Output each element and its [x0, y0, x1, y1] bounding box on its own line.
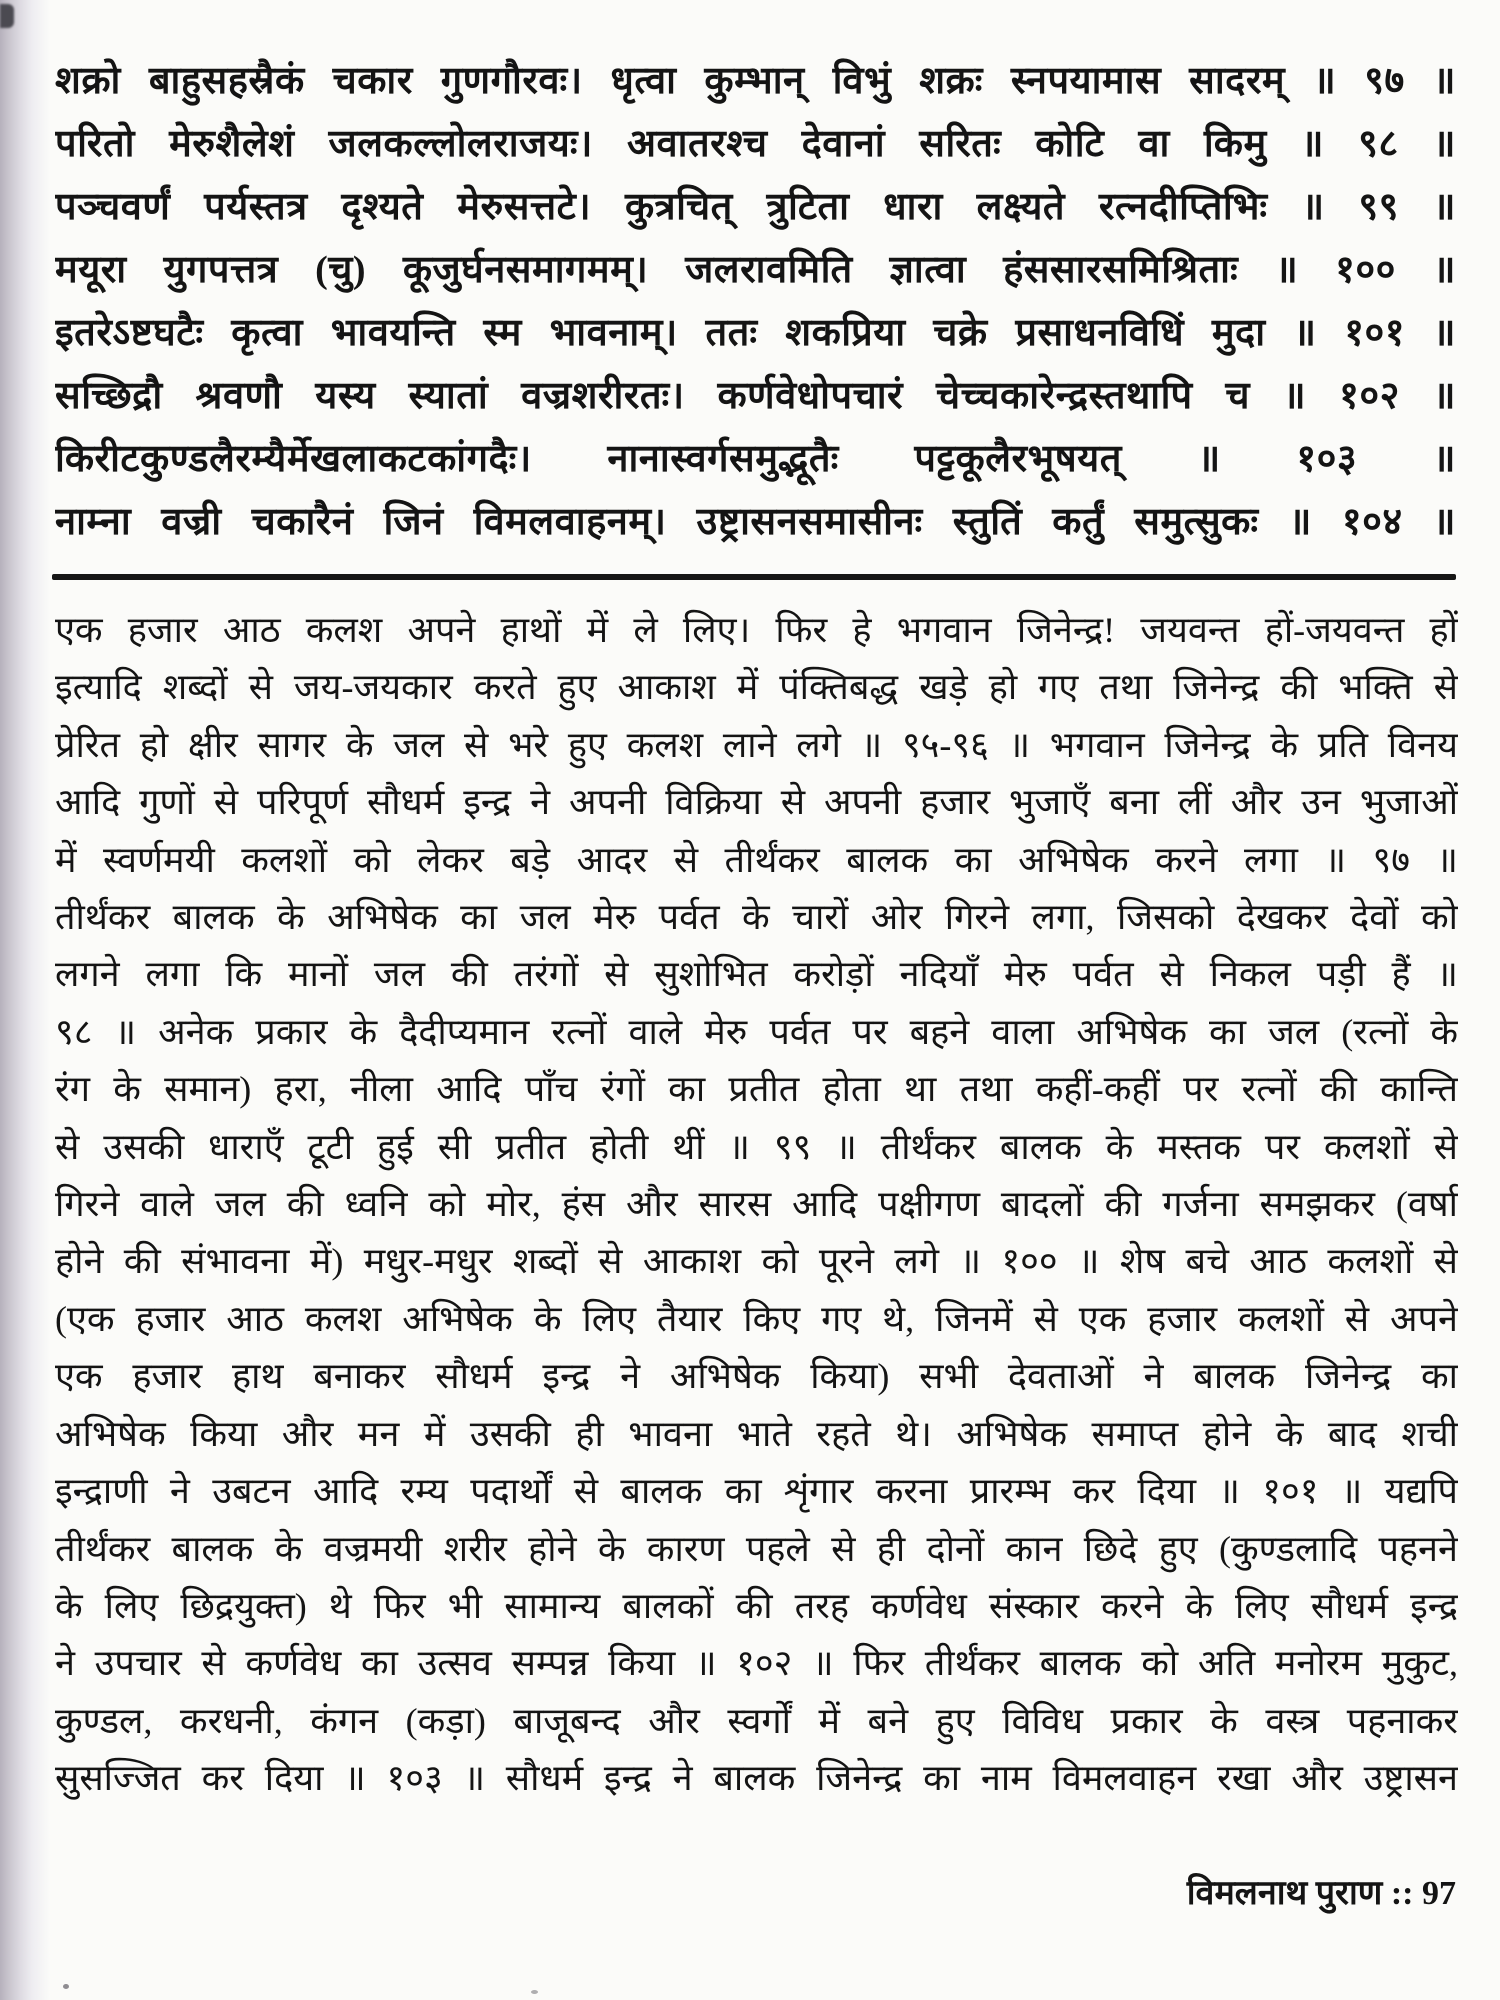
scan-corner-mark	[0, 4, 14, 28]
commentary-line: कुण्डल, करधनी, कंगन (कड़ा) बाजूबन्द और स्वर्गों में बने हुए विविध प्रकार के वस्त्र पहनाकर	[55, 1700, 1458, 1741]
commentary-line: गिरने वाले जल की ध्वनि को मोर, हंस और सारस आदि पक्षीगण बादलों की गर्जना समझकर (वर्षा	[55, 1184, 1458, 1225]
verse-line: इतरेऽष्टघटैः कृत्वा भावयन्ति स्म भावनाम्। ततः शकप्रिया चक्रे प्रसाधनविधिं मुदा ॥ १०१ ॥	[55, 312, 1456, 354]
scan-gutter-shadow	[0, 0, 52, 2000]
hindi-commentary-block	[55, 602, 1458, 1808]
verse-line: सच्छिद्रौ श्रवणौ यस्य स्यातां वज्रशरीरतः। कर्णवेधोपचारं चेच्चकारेन्द्रस्तथापि च ॥ १०२ ॥	[55, 375, 1456, 417]
commentary-line: लगने लगा कि मानों जल की तरंगों से सुशोभित करोड़ों नदियाँ मेरु पर्वत से निकल पड़ी हैं ॥	[55, 954, 1458, 995]
commentary-line: ने उपचार से कर्णवेध का उत्सव सम्पन्न किया ॥ १०२ ॥ फिर तीर्थंकर बालक को अति मनोरम मुकुट,	[55, 1643, 1458, 1684]
sanskrit-verse-block	[55, 50, 1456, 554]
commentary-line: एक हजार हाथ बनाकर सौधर्म इन्द्र ने अभिषेक किया) सभी देवताओं ने बालक जिनेन्द्र का	[55, 1356, 1458, 1397]
commentary-line: में स्वर्णमयी कलशों को लेकर बड़े आदर से तीर्थंकर बालक का अभिषेक करने लगा ॥ ९७ ॥	[55, 839, 1458, 880]
commentary-line: इत्यादि शब्दों से जय-जयकार करते हुए आकाश में पंक्तिबद्ध खड़े हो गए तथा जिनेन्द्र की भक्ति से	[55, 667, 1458, 708]
verse-line: पञ्चवर्णं पर्यस्तत्र दृश्यते मेरुसत्तटे। कुत्रचित् त्रुटिता धारा लक्ष्यते रत्नदीप्तिभिः ॥ ९९ ॥	[55, 186, 1456, 228]
commentary-line: के लिए छिद्रयुक्त) थे फिर भी सामान्य बालकों की तरह कर्णवेध संस्कार करने के लिए सौधर्म इन्द्र	[55, 1585, 1458, 1626]
commentary-line: होने की संभावना में) मधुर-मधुर शब्दों से आकाश को पूरने लगे ॥ १०० ॥ शेष बचे आठ कलशों से	[55, 1241, 1458, 1282]
footer-running-title: विमलनाथ पुराण :: 97	[1186, 1875, 1456, 1912]
scan-speck	[531, 1990, 538, 1994]
verse-line: परितो मेरुशैलेशं जलकल्लोलराजयः। अवातरश्च देवानां सरितः कोटि वा किमु ॥ ९८ ॥	[55, 123, 1456, 165]
commentary-line: अभिषेक किया और मन में उसकी ही भावना भाते रहते थे। अभिषेक समाप्त होने के बाद शची	[55, 1413, 1458, 1454]
commentary-line: सुसज्जित कर दिया ॥ १०३ ॥ सौधर्म इन्द्र ने बालक जिनेन्द्र का नाम विमलवाहन रखा और उष्ट्रासन	[55, 1758, 1458, 1799]
commentary-line: एक हजार आठ कलश अपने हाथों में ले लिए। फिर हे भगवान जिनेन्द्र! जयवन्त हों-जयवन्त हों	[55, 610, 1458, 650]
verse-line: मयूरा युगपत्तत्र (चु) कूजुर्घनसमागमम्। जलरावमिति ज्ञात्वा हंससारसमिश्रिताः ॥ १०० ॥	[55, 249, 1456, 291]
commentary-line: रंग के समान) हरा, नीला आदि पाँच रंगों का प्रतीत होता था तथा कहीं-कहीं पर रत्नों की कान्ति	[55, 1069, 1458, 1110]
commentary-line: तीर्थंकर बालक के अभिषेक का जल मेरु पर्वत के चारों ओर गिरने लगा, जिसको देखकर देवों को	[55, 897, 1458, 938]
commentary-line: से उसकी धाराएँ टूटी हुई सी प्रतीत होती थीं ॥ ९९ ॥ तीर्थंकर बालक के मस्तक पर कलशों से	[55, 1126, 1458, 1167]
commentary-line: आदि गुणों से परिपूर्ण सौधर्म इन्द्र ने अपनी विक्रिया से अपनी हजार भुजाएँ बना लीं और उन भुजाओं	[55, 782, 1458, 823]
commentary-line: तीर्थंकर बालक के वज्रमयी शरीर होने के कारण पहले से ही दोनों कान छिदे हुए (कुण्डलादि पहनने	[55, 1528, 1458, 1569]
verse-line: नाम्ना वज्री चकारैनं जिनं विमलवाहनम्। उष्ट्रासनसमासीनः स्तुतिं कर्तुं समुत्सुकः ॥ १०४ ॥	[55, 501, 1456, 543]
page-footer	[55, 1872, 1456, 1916]
commentary-line: ९८ ॥ अनेक प्रकार के दैदीप्यमान रत्नों वाले मेरु पर्वत पर बहने वाला अभिषेक का जल (रत्नों के	[55, 1011, 1458, 1052]
commentary-line: (एक हजार आठ कलश अभिषेक के लिए तैयार किए गए थे, जिनमें से एक हजार कलशों से अपने	[55, 1298, 1458, 1339]
verse-line: किरीटकुण्डलैरम्यैर्मेखलाकटकांगदैः। नानास्वर्गसमुद्भूतैः पट्टकूलैरभूषयत् ॥ १०३ ॥	[55, 438, 1456, 480]
commentary-line: प्रेरित हो क्षीर सागर के जल से भरे हुए कलश लाने लगे ॥ ९५-९६ ॥ भगवान जिनेन्द्र के प्रति विनय	[55, 724, 1458, 765]
verse-line: शक्रो बाहुसहस्रैकं चकार गुणगौरवः। धृत्वा कुम्भान् विभुं शक्रः स्नपयामास सादरम् ॥ ९७ ॥	[55, 60, 1456, 102]
scan-speck	[63, 1984, 69, 1989]
section-divider-rule	[52, 574, 1456, 580]
commentary-line: इन्द्राणी ने उबटन आदि रम्य पदार्थों से बालक का शृंगार करना प्रारम्भ कर दिया ॥ १०१ ॥ यद्यपि	[55, 1471, 1458, 1512]
